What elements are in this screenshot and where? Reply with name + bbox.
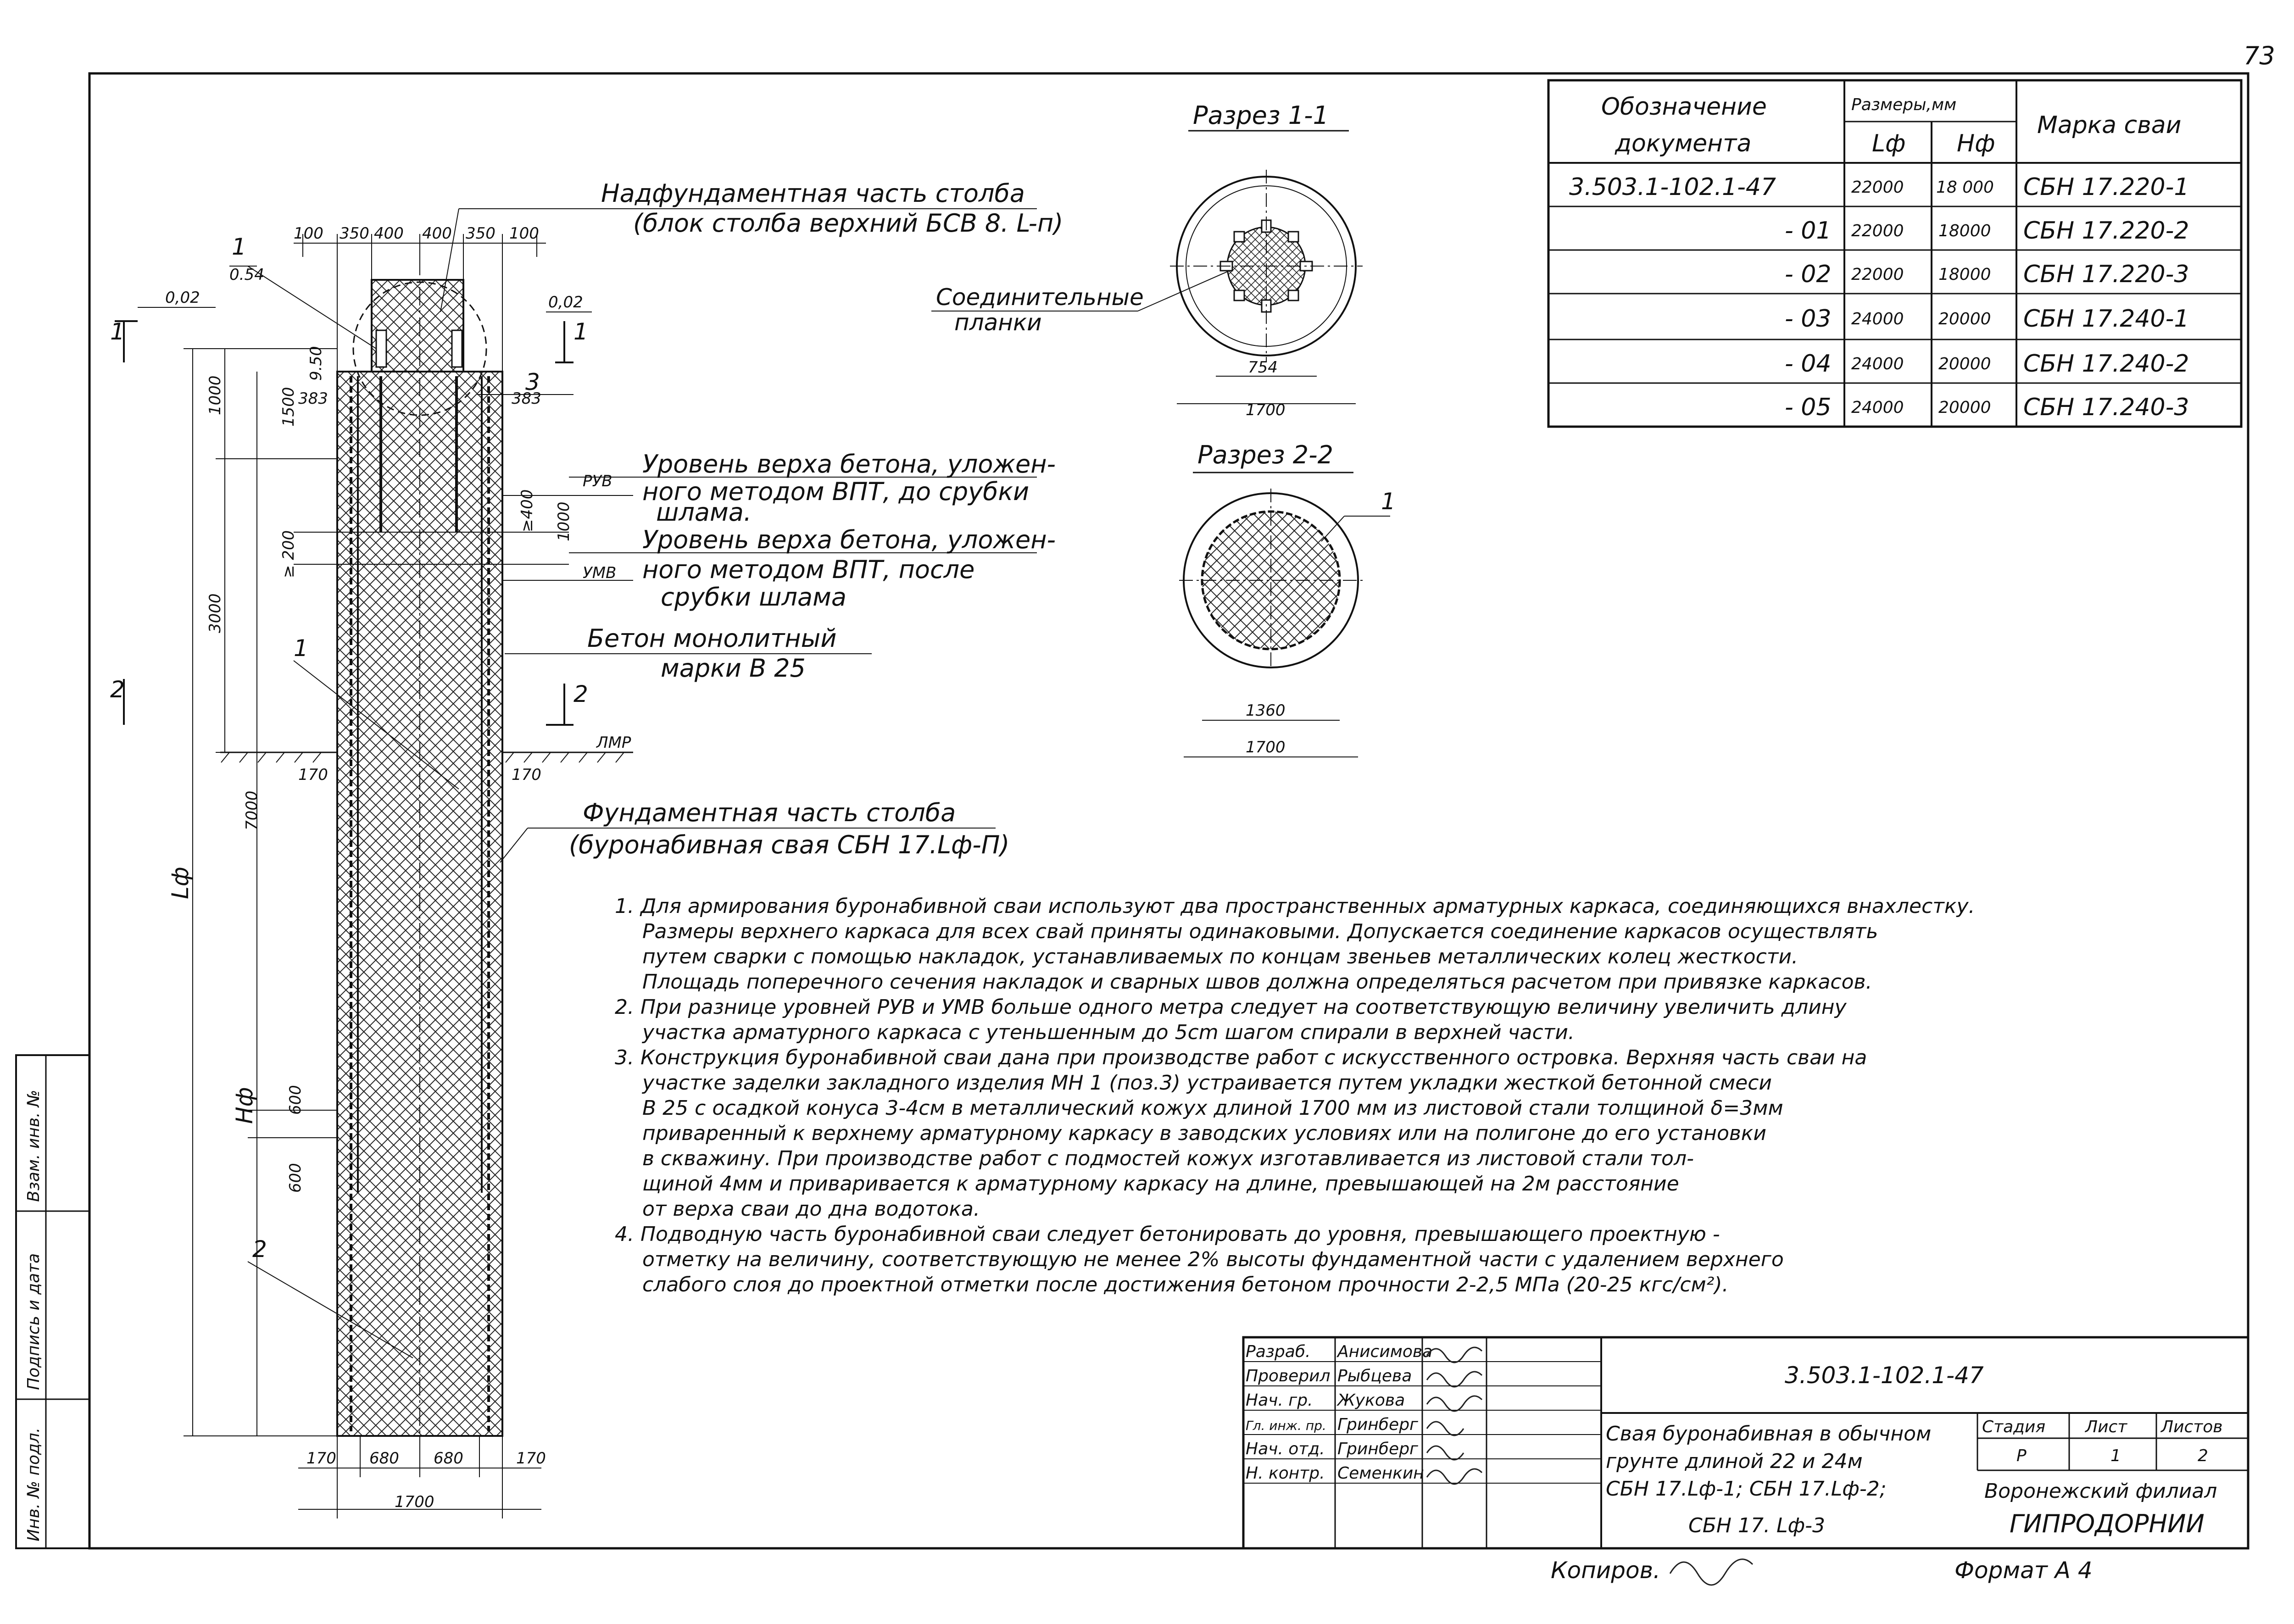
label-lmr: ЛМР: [596, 734, 631, 752]
callout-1: 1: [232, 234, 246, 260]
dim-383-right: 383: [512, 389, 541, 408]
page-number: 73: [2244, 41, 2275, 70]
note-line: 4. Подводную часть буронабивной сваи следует бетонировать до уровня, превышающего проектную -: [615, 1223, 1720, 1246]
stamp-title-2: грунте длиной 22 и 24м: [1606, 1450, 1863, 1473]
cell-doc: 3.503.1-102.1-47: [1569, 173, 1776, 201]
stamp-name-5: Семенкин: [1337, 1464, 1424, 1483]
stamp-role-3: Гл. инж. пр.: [1246, 1418, 1326, 1433]
stamp-title-4: СБН 17. Lф-3: [1688, 1514, 1825, 1537]
dim-170-right: 170: [512, 766, 541, 784]
cell-lf: 24000: [1851, 398, 1904, 417]
note-line: 1. Для армирования буронабивной сваи используют два пространственных арматурных каркаса, соединяющихся внахлестку.: [615, 895, 1975, 918]
cell-lf: 22000: [1851, 222, 1904, 240]
cell-mark: СБН 17.240-1: [2023, 305, 2189, 333]
dim-top-1: 350: [340, 224, 369, 243]
th-hf: Hф: [1957, 130, 1995, 157]
table-row: [1785, 261, 2189, 288]
cell-lf: 24000: [1851, 310, 1904, 328]
dim-left-7000: 7000: [243, 790, 261, 830]
dim-hf: Hф: [231, 1087, 258, 1124]
cell-mark: СБН 17.240-3: [2023, 394, 2189, 421]
dim-600b: 600: [286, 1163, 305, 1193]
dim-top-3: 400: [422, 224, 452, 243]
dim-200: ≥ 200: [279, 530, 298, 578]
stamp-stage: Р: [2016, 1446, 2027, 1465]
note-line: 3. Конструкция буронабивной сваи дана при производстве работ с искусственного островка. Верхняя часть сваи на: [615, 1046, 1867, 1069]
section-2-left: 2: [110, 676, 125, 703]
stamp-name-2: Жукова: [1337, 1391, 1405, 1410]
note-line: в скважину. При производстве работ с подмостей кожух изготавливается из листовой стали тол-: [642, 1147, 1694, 1170]
cell-hf: 18000: [1938, 222, 1991, 240]
bottom-dimensions: [298, 1436, 546, 1518]
cell-doc: - 05: [1785, 394, 1832, 421]
dim-left-1000: 1000: [206, 375, 224, 415]
side-stamp-replace: Взам. инв. №: [24, 1090, 43, 1202]
stamp-role-0: Разраб.: [1246, 1342, 1311, 1361]
stamp-sheets-label: Листов: [2161, 1418, 2223, 1436]
section-2-2: [1179, 440, 1396, 757]
table-row: [1785, 305, 2189, 333]
stamp-sheet: 1: [2110, 1446, 2121, 1465]
section-2-2-dim-outer: 1700: [1246, 738, 1286, 756]
section-1-1-dim-inner: 754: [1248, 358, 1278, 377]
dim-400-right: ≥400: [518, 489, 536, 532]
note-line: В 25 с осадкой конуса 3-4см в металлический кожух длиной 1700 мм из листовой стали толщиной δ=3мм: [642, 1096, 1783, 1120]
dim-bottom-total: 1700: [395, 1493, 434, 1511]
cell-doc: - 02: [1785, 261, 1832, 288]
note-line: приваренный к верхнему арматурному каркасу в заводских условиях или на полигоне до его установки: [642, 1122, 1766, 1145]
title-block: [1243, 1337, 2248, 1548]
dim-bottom-3: 170: [516, 1449, 546, 1468]
connect-bars-2: планки: [954, 309, 1042, 336]
label-umv: УМВ: [583, 564, 617, 582]
dim-top-0: 100: [294, 224, 323, 243]
th-designation-2: документа: [1615, 130, 1752, 157]
dim-1000-right: 1000: [555, 501, 573, 541]
dim-383-left: 383: [298, 389, 328, 408]
callout-1-body: 1: [294, 635, 308, 662]
stamp-title-3: СБН 17.Lф-1; СБН 17.Lф-2;: [1606, 1477, 1887, 1501]
note-line: Размеры верхнего каркаса для всех свай приняты одинаковыми. Допускается соединение каркасов осуществлять: [642, 920, 1878, 943]
dim-002-left: 0,02: [165, 289, 200, 307]
note-line: от верха сваи до дна водотока.: [642, 1197, 980, 1221]
footer-copied: Копиров.: [1551, 1557, 1660, 1584]
section-1-1-dim-outer: 1700: [1246, 401, 1286, 419]
copier-signature: [1670, 1559, 1753, 1585]
concrete-top-1a: Уровень верха бетона, уложен-: [642, 450, 1056, 478]
stamp-name-4: Гринберг: [1337, 1440, 1418, 1458]
note-line: путем сварки с помощью накладок, устанавливаемых по концам звеньев металлических колец жесткости.: [642, 945, 1798, 968]
dim-1500: 1500: [279, 387, 298, 427]
upper-part-label: Надфундаментная часть столба: [601, 179, 1025, 208]
upper-part-sub: (блок столба верхний БСВ 8. L-п): [633, 209, 1063, 238]
side-stamp-inv: Инв. № подл.: [24, 1427, 43, 1541]
dim-top-2: 400: [374, 224, 404, 243]
dim-600a: 600: [286, 1085, 305, 1115]
cell-doc: - 03: [1785, 305, 1832, 333]
notes: [615, 895, 1975, 1296]
stamp-org-1: Воронежский филиал: [1984, 1479, 2217, 1503]
table-row: [1785, 350, 2189, 378]
note-line: слабого слоя до проектной отметки после достижения бетоном прочности 2-2,5 МПа (20-25 кгс/см²).: [642, 1273, 1729, 1296]
note-line: отметку на величину, соответствующую не менее 2% высоты фундаментной части с удалением верхнего: [642, 1248, 1784, 1271]
dim-bottom-2: 680: [434, 1449, 463, 1468]
stamp-name-3: Гринберг: [1337, 1415, 1418, 1434]
cell-hf: 20000: [1938, 355, 1991, 373]
cell-mark: СБН 17.220-3: [2023, 261, 2189, 288]
th-mark: Марка сваи: [2037, 111, 2182, 139]
th-sizes: Размеры,мм: [1851, 95, 1957, 114]
side-stamp: [16, 1055, 89, 1548]
stamp-sheets: 2: [2198, 1446, 2208, 1465]
cell-lf: 24000: [1851, 355, 1904, 373]
note-line: Площадь поперечного сечения накладок и сварных швов должна определяться расчетом при привязке каркасов.: [642, 970, 1872, 994]
dim-170-left: 170: [298, 766, 328, 784]
stamp-sheet-label: Лист: [2085, 1418, 2127, 1436]
note-line: участка арматурного каркаса с утеньшенным до 5cm шагом спирали в верхней части.: [642, 1021, 1575, 1044]
cell-mark: СБН 17.220-1: [2023, 173, 2189, 201]
table-row: [1785, 394, 2189, 421]
stamp-name-1: Рыбцева: [1337, 1367, 1412, 1385]
section-1-1-title: Разрез 1-1: [1193, 101, 1329, 130]
callout-2: 2: [252, 1236, 267, 1262]
stamp-stage-label: Стадия: [1982, 1418, 2046, 1436]
section-2-2-dim-inner: 1360: [1246, 701, 1286, 720]
callout-3: 3: [525, 369, 540, 395]
stamp-role-4: Нач. отд.: [1246, 1440, 1325, 1458]
dim-top-5: 100: [509, 224, 539, 243]
note-line: щиной 4мм и приваривается к арматурному каркасу на длине, превышающей на 2м расстояние: [642, 1172, 1679, 1196]
callout-1-sub: 0.54: [229, 266, 264, 284]
concrete-top-2a: Уровень верха бетона, уложен-: [642, 525, 1056, 554]
side-stamp-sign: Подпись и дата: [24, 1253, 43, 1390]
th-lf: Lф: [1872, 130, 1906, 157]
footer-format: Формат А 4: [1954, 1557, 2093, 1584]
stamp-org-2: ГИПРОДОРНИИ: [2010, 1509, 2205, 1538]
stamp-doc-code: 3.503.1-102.1-47: [1785, 1362, 1984, 1389]
concrete-top-2c: срубки шлама: [661, 583, 846, 612]
table-row: [1569, 173, 2189, 201]
note-line: 2. При разнице уровней РУВ и УМВ больше одного метра следует на соответствующую величину увеличить длину: [615, 996, 1847, 1019]
cell-hf: 20000: [1938, 310, 1991, 328]
spec-table: [1548, 80, 2241, 427]
section-1-left: 1: [110, 318, 125, 345]
found-part-sub: (буронабивная свая СБН 17.Lф-П): [569, 830, 1010, 859]
section-2-2-callout: 1: [1381, 488, 1396, 515]
table-row: [1785, 217, 2189, 245]
cell-mark: СБН 17.220-2: [2023, 217, 2189, 245]
found-part-label: Фундаментная часть столба: [583, 798, 956, 827]
section-2-right: 2: [574, 681, 588, 707]
concrete-mono-2: марки В 25: [661, 654, 806, 683]
section-1-right: 1: [574, 318, 588, 345]
dim-002-right: 0,02: [548, 293, 583, 311]
cell-hf: 20000: [1938, 398, 1991, 417]
cell-doc: - 04: [1785, 350, 1832, 378]
dim-left-3000: 3000: [206, 593, 224, 633]
signatures: [1427, 1347, 1482, 1484]
cell-mark: СБН 17.240-2: [2023, 350, 2189, 378]
cell-doc: - 01: [1785, 217, 1832, 245]
cell-hf: 18000: [1938, 265, 1991, 284]
concrete-top-1c: шлама.: [656, 498, 752, 527]
label-ruv: РУВ: [583, 472, 612, 490]
dim-950: 9.50: [307, 346, 325, 381]
section-1-1: [931, 101, 1363, 419]
th-designation-1: Обозначение: [1601, 93, 1767, 121]
concrete-top-2b: ного методом ВПТ, после: [642, 555, 975, 584]
stamp-title-1: Свая буронабивная в обычном: [1606, 1422, 1932, 1446]
cell-lf: 22000: [1851, 178, 1904, 197]
note-line: участке заделки закладного изделия МН 1 (поз.3) устраивается путем укладки жесткой бетонной смеси: [642, 1071, 1772, 1095]
cell-lf: 22000: [1851, 265, 1904, 284]
stamp-role-5: Н. контр.: [1246, 1464, 1325, 1483]
connect-bars-1: Соединительные: [936, 284, 1144, 311]
section-2-2-title: Разрез 2-2: [1197, 440, 1333, 469]
dim-lf: Lф: [167, 867, 194, 899]
stamp-role-2: Нач. гр.: [1246, 1391, 1313, 1410]
dim-bottom-1: 680: [369, 1449, 399, 1468]
dim-bottom-0: 170: [306, 1449, 336, 1468]
concrete-top-1b: ного методом ВПТ, до срубки: [642, 477, 1030, 506]
cell-hf: 18 000: [1936, 178, 1994, 197]
stamp-role-1: Проверил: [1246, 1367, 1331, 1385]
concrete-mono-1: Бетон монолитный: [587, 624, 837, 653]
dim-top-4: 350: [466, 224, 496, 243]
level-labels: [583, 472, 631, 752]
stamp-name-0: Анисимова: [1337, 1342, 1433, 1361]
